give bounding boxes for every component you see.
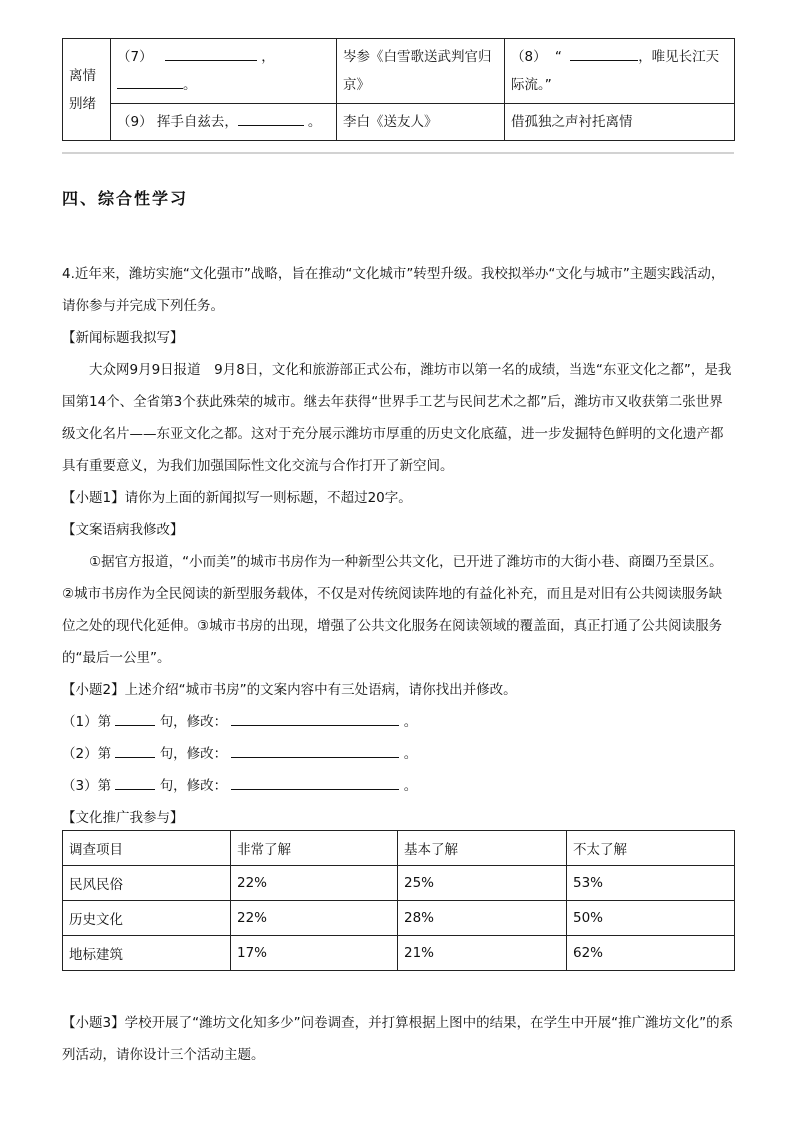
question-intro: 4.近年来，潍坊实施“文化强市”战略，旨在推动“文化城市”转型升级。我校拟举办“文化与城市”主题实践活动，请你参与并完成下列任务。 bbox=[62, 266, 725, 314]
table-row bbox=[63, 104, 735, 141]
table-cell: 28% bbox=[398, 901, 567, 936]
answer-blank[interactable] bbox=[115, 775, 155, 790]
answer-blank[interactable] bbox=[115, 711, 155, 726]
answer-blank[interactable] bbox=[115, 743, 155, 758]
copy-paragraph: ①据官方报道，“小而美”的城市书房作为一种新型公共文化，已开进了潍坊市的大街小巷、商圈乃至景区。②城市书房作为全民阅读的新型服务载体，不仅是对传统阅读阵地的有益化补充，而且是对旧有公共阅读服务缺位之处的现代化延伸。③城市书房的出现，增强了公共文化服务在阅读领域的覆盖面，真正打通了公共阅读服务的“最后一公里”。 bbox=[62, 554, 723, 666]
subquestion-1: 【小题1】请你为上面的新闻拟写一则标题，不超过20字。 bbox=[62, 490, 412, 506]
answer-blank[interactable] bbox=[231, 711, 399, 726]
table-row bbox=[63, 866, 735, 901]
fill-line: （2）第 句，修改： 。 bbox=[62, 738, 734, 770]
subsection-label: 【新闻标题我拟写】 bbox=[62, 330, 184, 346]
answer-blank[interactable] bbox=[117, 74, 183, 89]
source-cell: 岑参《白雪歌送武判官归京》 bbox=[337, 39, 505, 104]
table-cell: 25% bbox=[398, 866, 567, 901]
answer-blank[interactable] bbox=[231, 775, 399, 790]
table-cell: 民风民俗 bbox=[63, 866, 231, 901]
column-header: 调查项目 bbox=[63, 831, 231, 866]
table-cell: 历史文化 bbox=[63, 901, 231, 936]
table-row bbox=[63, 39, 735, 104]
column-header: 不太了解 bbox=[567, 831, 735, 866]
table-row bbox=[63, 901, 735, 936]
answer-blank[interactable] bbox=[238, 111, 304, 126]
blank-cell-7: （7） ， 。 bbox=[111, 39, 337, 104]
poetry-table bbox=[62, 38, 735, 141]
table-cell: 50% bbox=[567, 901, 735, 936]
table-cell: 21% bbox=[398, 936, 567, 971]
blank-cell-8: （8） “ ，唯见长江天际流。” bbox=[505, 39, 735, 104]
table-cell: 62% bbox=[567, 936, 735, 971]
fill-line: （3）第 句，修改： 。 bbox=[62, 770, 734, 802]
fill-line: （1）第 句，修改： 。 bbox=[62, 706, 734, 738]
table-cell: 17% bbox=[231, 936, 398, 971]
subquestion-2: 【小题2】上述介绍“城市书房”的文案内容中有三处语病，请你找出并修改。 bbox=[62, 682, 517, 698]
answer-blank[interactable] bbox=[165, 46, 257, 61]
subquestion-3: 【小题3】学校开展了“潍坊文化知多少”问卷调查，并打算根据上图中的结果，在学生中开展“推广潍坊文化”的系列活动，请你设计三个活动主题。 bbox=[62, 1015, 734, 1063]
column-header: 基本了解 bbox=[398, 831, 567, 866]
divider bbox=[62, 152, 734, 154]
table-cell: 22% bbox=[231, 901, 398, 936]
note-cell: 借孤独之声衬托离情 bbox=[505, 104, 735, 141]
table-row bbox=[63, 936, 735, 971]
question-4 bbox=[62, 258, 734, 834]
table-header-row bbox=[63, 831, 735, 866]
category-cell: 离情别绪 bbox=[63, 39, 111, 141]
section-heading: 四、综合性学习 bbox=[62, 189, 189, 208]
survey-table bbox=[62, 830, 735, 971]
news-paragraph: 大众网9月9日报道 9月8日，文化和旅游部正式公布，潍坊市以第一名的成绩，当选“东亚文化之都”，是我国第14个、全省第3个获此殊荣的城市。继去年获得“世界手工艺与民间艺术之都”后，潍坊市又收获第二张世界级文化名片——东亚文化之都。这对于充分展示潍坊市厚重的历史文化底蕴，进一步发掘特色鲜明的文化遗产都具有重要意义，为我们加强国际性文化交流与合作打开了新空间。 bbox=[62, 362, 732, 474]
column-header: 非常了解 bbox=[231, 831, 398, 866]
blank-cell-9: （9） 挥手自兹去， 。 bbox=[111, 104, 337, 141]
table-cell: 53% bbox=[567, 866, 735, 901]
table-cell: 22% bbox=[231, 866, 398, 901]
answer-blank[interactable] bbox=[231, 743, 399, 758]
subsection-label: 【文化推广我参与】 bbox=[62, 810, 184, 826]
source-cell: 李白《送友人》 bbox=[337, 104, 505, 141]
answer-blank[interactable] bbox=[570, 46, 638, 61]
subsection-label: 【文案语病我修改】 bbox=[62, 522, 184, 538]
table-cell: 地标建筑 bbox=[63, 936, 231, 971]
